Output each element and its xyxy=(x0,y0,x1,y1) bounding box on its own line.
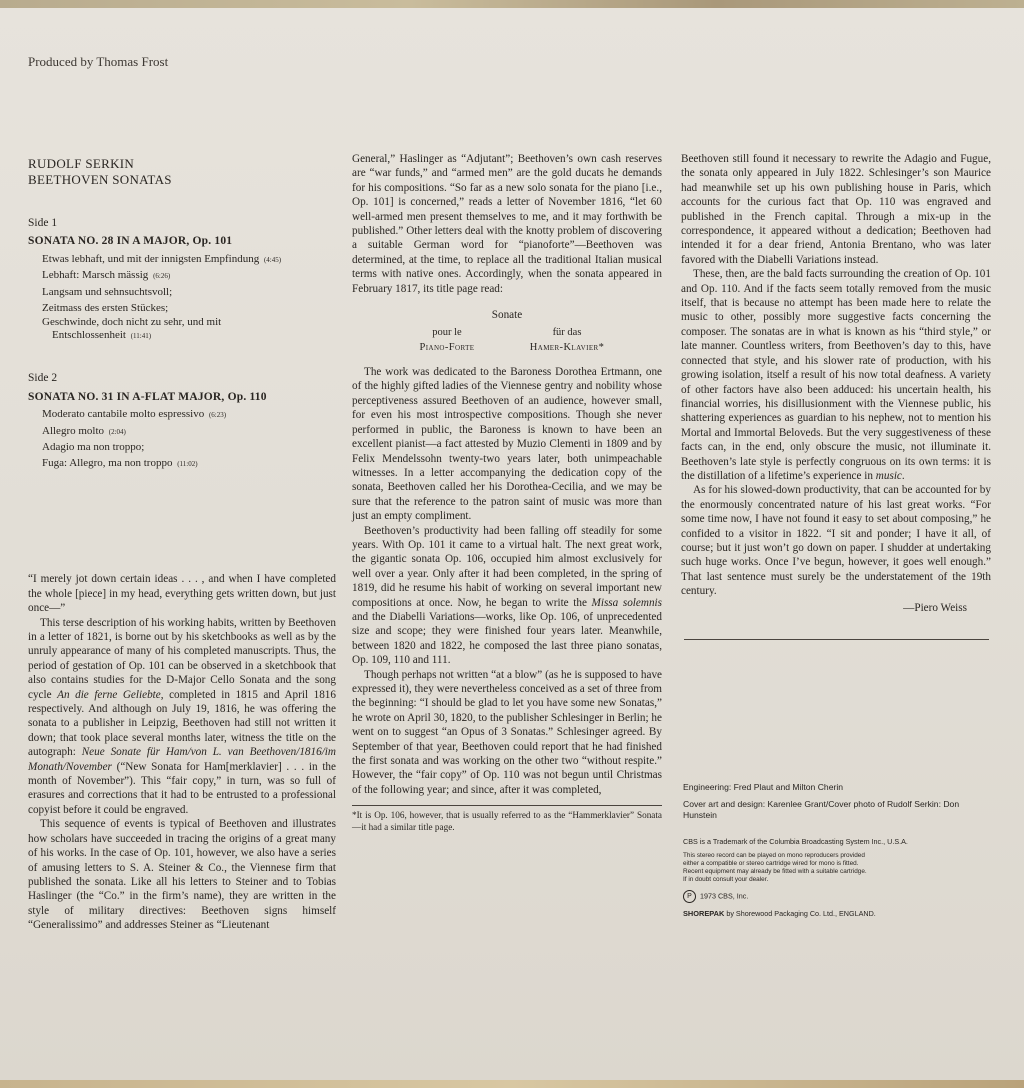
track-list-item: Adagio ma non troppo; xyxy=(42,441,145,454)
stereo-notice: This stereo record can be played on mono reproducers provided either a compatible or stereo cartridge wired for mono is fitted. Recent equipment may already be fitted with a suitable cartridge. If in doubt consult your dealer. xyxy=(683,852,867,883)
album-title: BEETHOVEN SONATAS xyxy=(28,172,172,187)
footnote: *It is Op. 106, however, that is usually referred to as the “Hammerklavier” Sonata—it had a similar title page. xyxy=(352,810,662,832)
phonogram-copyright-icon: P xyxy=(683,890,696,903)
track-list-item: Etwas lebhaft, und mit der innigsten Empfindung (4:45) xyxy=(42,252,282,265)
essay-paragraph: These, then, are the bald facts surrounding the creation of Op. 101 and Op. 110. And if the facts seem totally removed from the music itself, that is because no attempt has been made here to relate the music to other, possibly more suggestive facts concerning the composer. The sonatas are in what is known as his “third style,” or late manner. Countless writers, from Beethoven’s day to this, have connected that style, and his slower rate of production, with his growing isolation, itself a result of his now total deafness. A variety of other factors have also been adduced: his uncertain health, his financial worries, his disillusionment with the Viennese public, his shattering experiences as guardian to his nephew, not to mention his Mortal and Immortal Beloveds. But the very suggestiveness of these facts can, in the end, only obscure the music, not illuminate it. Beethoven’s late style is perfectly congruous on its own terms: it is the distillation of a lifetime’s experience in music. xyxy=(681,268,991,482)
top-edge-wear xyxy=(0,0,1024,8)
column-1 xyxy=(28,156,336,933)
printer-credit: SHOREPAK by Shorewood Packaging Co. Ltd., ENGLAND. xyxy=(683,909,876,918)
title-page-citation xyxy=(352,308,662,355)
essay-paragraph: Though perhaps not written “at a blow” (as he is supposed to have expressed it), they were nevertheless conceived as a set of three from the beginning: “I should be glad to let you have some new Sonatas,” he wrote on April 30, 1820, to the publisher Schlesinger in Berlin; he went on to suggest “an Opus of 3 Sonatas.” Schlesinger agreed. By September of that year, Beethoven could report that he had finished the first sonata and was working on the other two “without respite.” However, the “fair copy” of Op. 110 was not begun until Christmas of the following year; and since, after it was completed, xyxy=(352,668,662,796)
essay-paragraph: As for his slowed-down productivity, that can be accounted for by the enormously concentrated nature of his last great works. “For some time now, I have not found it easy to set about composing,” he confided to a visitor in 1822. “I sit and ponder; I have it all, of course; but it just won’t go down on paper. I shudder at undertaking such huge works. Once I’ve begun, however, it goes well enough.” That last sentence must surely be the understatement of the 19th century. xyxy=(681,484,991,598)
side-1-sonata-title: SONATA NO. 28 IN A MAJOR, Op. 101 xyxy=(28,235,233,248)
bottom-edge-wear xyxy=(0,1080,1024,1088)
track-list-item: Langsam und sehnsuchtsvoll; xyxy=(42,286,173,298)
side-1-track-list xyxy=(42,252,336,343)
track-list-item: Allegro molto (2:04) xyxy=(42,424,126,437)
author-signature: —Piero Weiss xyxy=(903,601,967,614)
essay-paragraph: This sequence of events is typical of Beethoven and illustrates how scholars have succeeded in tracing the origins of a great many of his works. In the case of Op. 101, however, we also have a series of amusing letters to S. A. Steiner & Co., the Viennese firm that published the sonata. Like all his letters to Steiner and to Tobias Haslinger (the “Co.” in the firm’s name), they are written in the style of military directives: Beethoven signs himself “Generalissimo” and addresses Steiner as “Lieutenant xyxy=(28,818,336,932)
track-list-item: Fuga: Allegro, ma non troppo (11:02) xyxy=(42,456,198,469)
essay-paragraph: This terse description of his working habits, written by Beethoven in a letter of 1821, is borne out by his sketchbooks as well as by the unruly appearance of many of his completed manuscripts. Thus, the period of gestation of Op. 101 can be observed in a sketchbook that also contains studies for the D-Major Cello Sonata and the song cycle An die ferne Geliebte, completed in 1815 and April 1816 respectively. And although on July 19, 1816, he was offering the sonata to a publisher in Leipzig, Beethoven had still not written it down; that took place several months later, witness the title on the autograph: Neue Sonate für Ham/von L. van Beethoven/1816/im Monath/November (“New Sonata for Ham[merklavier] . . . in the month of November”). This “fair copy,” in turn, was so full of erasures and corrections that it had to be entrusted to a professional copyist before it could be engraved. xyxy=(28,616,336,816)
trademark-notice: CBS is a Trademark of the Columbia Broadcasting System Inc., U.S.A. xyxy=(683,837,908,846)
artist-name: RUDOLF SERKIN xyxy=(28,156,135,171)
title-left-line-2: Piano-Forte xyxy=(419,342,475,354)
side-2-track-list xyxy=(42,407,336,472)
engineering-credit: Engineering: Fred Plaut and Milton Cherin xyxy=(683,782,844,792)
title-right-line-2: Hamer-Klavier* xyxy=(529,342,605,354)
credits-divider xyxy=(684,639,989,640)
track-list-item: Geschwinde, doch nicht zu sehr, und mit Entschlossenheit (11:41) xyxy=(42,316,222,342)
column-3 xyxy=(681,152,991,640)
production-credits xyxy=(683,782,988,924)
side-2-sonata-title: SONATA NO. 31 IN A-FLAT MAJOR, Op. 110 xyxy=(28,390,267,403)
essay-part-1 xyxy=(28,572,336,932)
producer-credit: Produced by Thomas Frost xyxy=(28,54,169,69)
column-2 xyxy=(352,152,662,833)
title-right-line-1: für das xyxy=(552,327,582,339)
track-list-item: Lebhaft: Marsch mässig (6:26) xyxy=(42,269,171,282)
opening-quote: “I merely jot down certain ideas . . . , and when I have completed the whole [piece] in my head, everything gets written down, but just once—” xyxy=(28,573,336,615)
copyright-line: P 1973 CBS, Inc. xyxy=(683,890,988,903)
essay-paragraph: The work was dedicated to the Baroness Dorothea Ertmann, one of the highly gifted ladies of the Viennese gentry and nobility whose perceptiveness assured Beethoven of an audience, however small, for even his most introspective compositions. Though she never performed in public, the Baroness is known to have been an excellent pianist—a fact attested by Muzio Clementi in 1809 and by Felix Mendelssohn twenty-two years later, both unimpeachable witnesses. In a letter accompanying the dedication copy of the sonata, Beethoven called her his Dorothea-Cecilia, and we may be sure that the reference to the patron saint of music was more than just an empty compliment. xyxy=(352,366,662,523)
side-1-label: Side 1 xyxy=(28,217,58,229)
essay-paragraph: Beethoven’s productivity had been falling off steadily for some years. With Op. 101 it came to a virtual halt. The next great work, the gigantic sonata Op. 106, occupied him almost exclusively for well over a year. Only after it had been completed, in the spring of 1819, did he resume his habit of working on several important new compositions at once. Now, he began to write the Missa solemnis and the Diabelli Variations—works, like Op. 106, of unprecedented size and scope; they were finished four years later. Meanwhile, between 1820 and 1822, he composed the last three piano sonatas, Op. 109, 110 and 111. xyxy=(352,524,663,667)
title-left-line-1: pour le xyxy=(432,327,462,339)
track-list-item: Moderato cantabile molto espressivo (6:23) xyxy=(42,408,227,420)
essay-paragraph: General,” Haslinger as “Adjutant”; Beethoven’s own cash reserves are “war funds,” and “armed men” are the gold ducats he demands for his compositions. “So far as a new solo sonata for the piano [i.e., Op. 101] is concerned,” reads a letter of November 1816, “let 60 well-armed men present themselves to me, and it may forthwith be published.” Other letters deal with the knotty problem of discovering a suitable German word for “pianoforte”—Beethoven was determined, at the time, to replace all the traditional Italian musical terms with native ones. Accordingly, when the sonata appeared in February 1817, its title page read: xyxy=(352,153,662,295)
cover-credit: Cover art and design: Karenlee Grant/Cover photo of Rudolf Serkin: Don Hunstein xyxy=(683,799,960,820)
essay-paragraph: Beethoven still found it necessary to rewrite the Adagio and Fugue, the sonata only appeared in July 1822. Schlesinger’s son Maurice had meanwhile set up his own publishing house in Paris, which accounts for the curious fact that Op. 110 was engraved and published in the French capital. Through a mix-up in the correspondence, it appeared without a dedication; Beethoven had intended it for a dear friend, Antonia Brentano, who was later favored with the Diabelli Variations instead. xyxy=(681,153,991,266)
footnote-divider xyxy=(352,805,662,806)
track-list-item: Zeitmass des ersten Stückes; xyxy=(42,301,169,314)
side-2-label: Side 2 xyxy=(28,372,58,385)
title-sonate: Sonate xyxy=(491,309,523,322)
